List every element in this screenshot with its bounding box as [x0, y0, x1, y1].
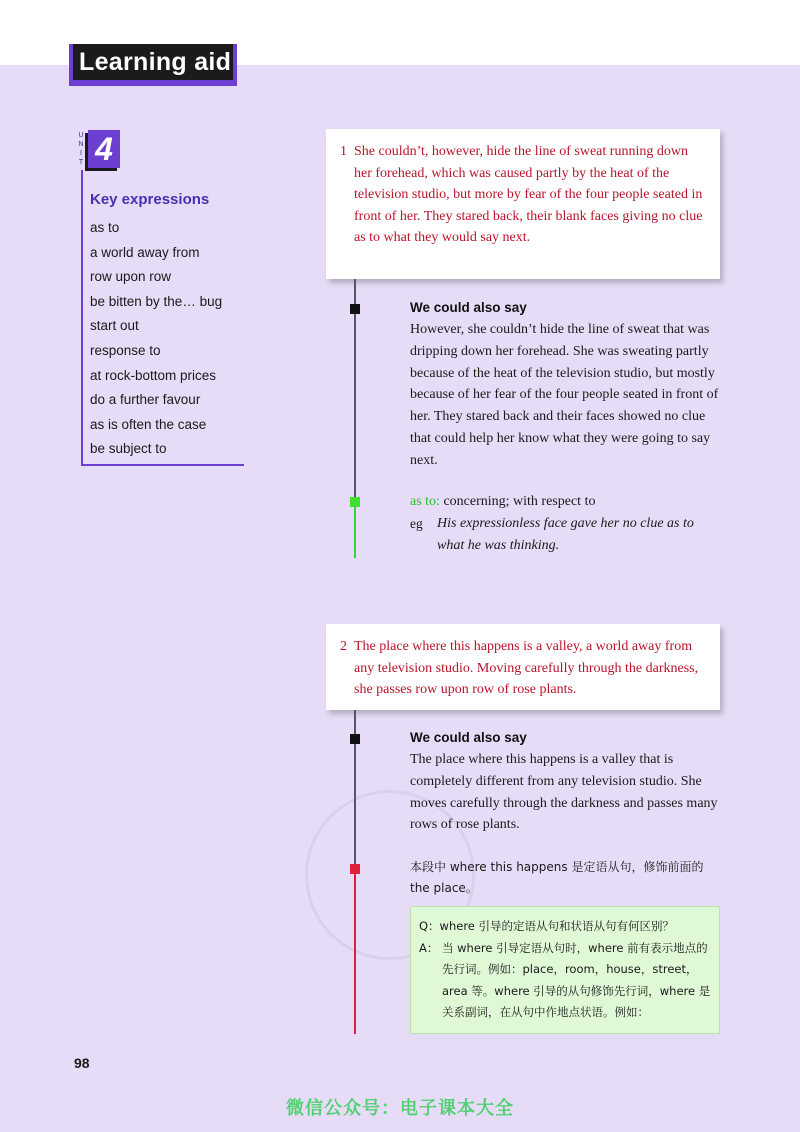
key-expressions-list	[90, 216, 222, 462]
unit-letter: I	[80, 150, 82, 157]
key-expression-item: be subject to	[90, 441, 167, 457]
unit-number: 4	[88, 130, 120, 168]
timeline-line-green	[354, 504, 356, 558]
qa-question: Q：where 引导的定语从句和状语从句有何区别？	[419, 919, 675, 933]
key-expression-item: be bitten by the… bug	[90, 293, 223, 309]
grammar-note: 本段中 where this happens 是定语从句，修饰前面的 the place。	[410, 860, 704, 895]
vocab-note	[410, 491, 720, 513]
qa-box	[410, 906, 720, 1034]
key-expression-item: start out	[90, 318, 139, 334]
key-expression-item: a world away from	[90, 244, 200, 260]
also-say-title: We could also say	[410, 300, 527, 315]
qa-answer: 当 where 引导定语从句时，where 前有表示地点的先行词。例如：place，room，house，street，area 等。where 引导的从句修饰先行词，where 是关系副词，在从句中作地点状语。例如：	[442, 941, 711, 1020]
qa-answer-label: A：	[419, 941, 439, 955]
also-say-title: We could also say	[410, 730, 527, 745]
unit-label	[76, 131, 86, 167]
quote-text: The place where this happens is a valley, a world away from any television studio. Moving carefully through the darkness, she passes row upon row of rose plants.	[354, 639, 699, 697]
quote-number: 1	[340, 144, 347, 159]
unit-letter: U	[78, 132, 84, 139]
also-say-text: The place where this happens is a valley that is completely different from any television studio. She moves carefully through the darkness and passes many rows of rose plants.	[410, 752, 718, 833]
unit-letter: T	[78, 159, 84, 166]
learning-aid-badge: Learning aid	[73, 44, 233, 80]
key-expression-item: as is often the case	[90, 416, 207, 432]
vocab-term: as to:	[410, 494, 440, 509]
example-sentence: His expressionless face gave her no clue as to what he was thinking.	[437, 516, 694, 553]
vocab-definition: concerning; with respect to	[439, 494, 596, 509]
key-expression-item: as to	[90, 220, 120, 235]
key-expression-item: response to	[90, 342, 161, 358]
quote-text: She couldn’t, however, hide the line of sweat running down her forehead, which was caused partly by the heat of the television studio, but more by fear of the four people seated in front of her. They stared back, their blank faces giving no clue as to what they would say next.	[354, 144, 703, 245]
example-label: eg	[410, 516, 423, 531]
watermark-text: 微信公众号：电子课本大全	[286, 1098, 514, 1119]
black-square-marker	[350, 304, 360, 314]
key-expression-item: row upon row	[90, 269, 172, 285]
unit-letter: N	[78, 141, 84, 148]
also-say-text: However, she couldn’t hide the line of sweat that was dripping down her forehead. She was sweating partly because of the heat of the television studio, but mostly because of her fear of the four people seated in front of her. They stared back and their faces showed no clue that could help her know what they were going to say next.	[410, 322, 719, 468]
key-expression-item: do a further favour	[90, 392, 201, 408]
quote-box-2	[326, 624, 720, 710]
green-square-marker	[350, 497, 360, 507]
quote-box-1	[326, 129, 720, 279]
black-square-marker	[350, 734, 360, 744]
quote-number: 2	[340, 639, 347, 654]
red-square-marker	[350, 864, 360, 874]
timeline-line-red	[354, 870, 356, 1034]
key-expression-item: at rock-bottom prices	[90, 367, 217, 383]
page-number: 98	[74, 1055, 90, 1071]
key-expressions-title: Key expressions	[90, 191, 210, 208]
